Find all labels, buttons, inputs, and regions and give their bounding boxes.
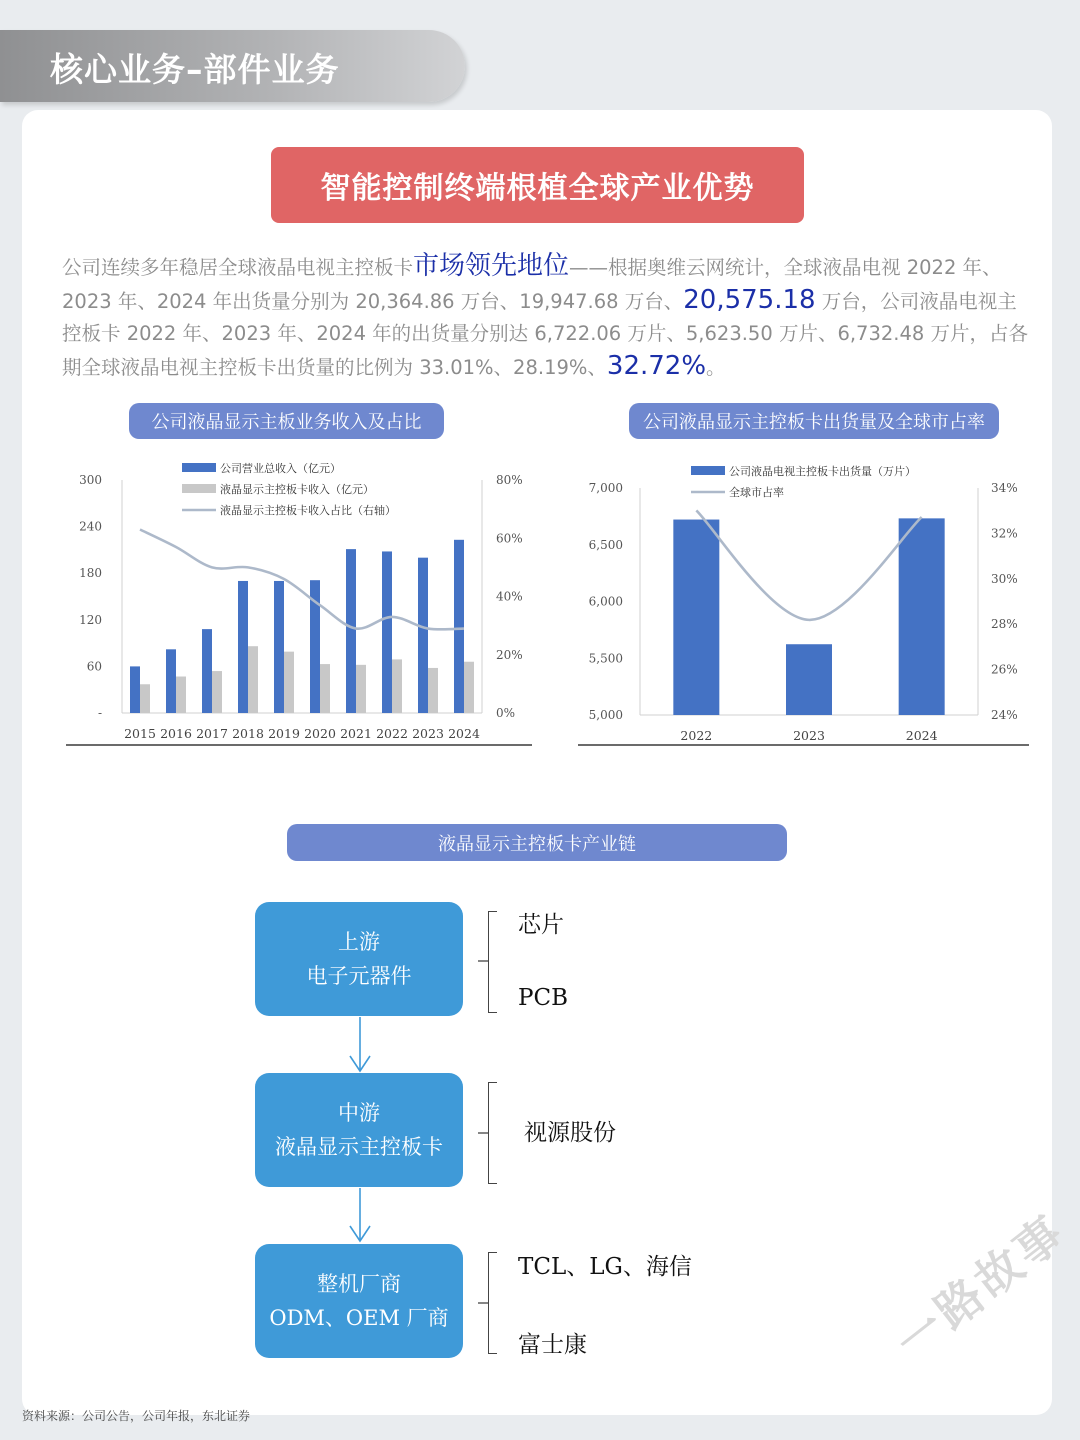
left-chart-title: 公司液晶显示主板业务收入及占比 [129, 403, 444, 439]
y2-tick-label: 24% [991, 708, 1018, 722]
stage-line2: 电子元器件 [306, 964, 412, 988]
legend-label: 液晶显示主控板卡收入占比（右轴） [220, 504, 396, 517]
chain-item-brands: TCL、LG、海信 [518, 1254, 692, 1280]
x-tick-label: 2016 [160, 726, 192, 741]
stage-line2: 液晶显示主控板卡 [275, 1135, 443, 1159]
x-tick-label: 2022 [680, 728, 713, 743]
para-text-3: 万台，公司液晶电视主控板卡 2022 年、2023 年、2024 年的出货量分别达 6,722.06 万片、5,623.50 万片、6,732.48 万片，占各期全球液晶电视主控板卡出货量的比例为 33.01%、28.19%、 [62, 290, 1028, 379]
x-tick-label: 2015 [124, 726, 156, 741]
x-tick-label: 2023 [412, 726, 444, 741]
x-tick-label: 2024 [905, 728, 938, 743]
chain-item-pcb: PCB [518, 985, 568, 1011]
y-tick-label: 5,000 [588, 708, 623, 722]
upstream-box [255, 902, 463, 1016]
stage-line1: 整机厂商 [317, 1272, 401, 1296]
y2-tick-label: 80% [496, 473, 523, 487]
x-tick-label: 2021 [340, 726, 372, 741]
para-text-4: 。 [706, 356, 726, 379]
para-highlight-1: 市场领先地位 [413, 251, 570, 281]
y-tick-label: 5,500 [588, 651, 623, 666]
x-tick-label: 2019 [268, 726, 300, 741]
legend-label: 公司液晶电视主控板卡出货量（万片） [729, 465, 916, 478]
stage-line1: 上游 [338, 930, 380, 954]
y2-tick-label: 20% [496, 647, 523, 662]
banner-title: 智能控制终端根植全球产业优势 [271, 147, 804, 223]
section-title: 核心业务–部件业务 [50, 50, 340, 89]
y-tick-label: 120 [79, 612, 102, 627]
y-tick-label: 6,500 [588, 537, 623, 552]
y2-tick-label: 26% [991, 662, 1018, 677]
midstream-box [255, 1073, 463, 1187]
chain-item-cvte: 视源股份 [524, 1120, 616, 1146]
right-chart-title: 公司液晶显示主控板卡出货量及全球市占率 [629, 403, 999, 439]
y2-tick-label: 0% [496, 706, 516, 720]
y-tick-label: 240 [79, 519, 102, 534]
x-tick-label: 2017 [196, 726, 228, 741]
watermark: 一路故事 [885, 1203, 1077, 1370]
x-tick-label: 2024 [448, 726, 480, 741]
x-tick-label: 2023 [793, 728, 825, 743]
y2-tick-label: 34% [991, 481, 1018, 495]
y-tick-label: - [97, 706, 102, 720]
downstream-bracket [488, 1252, 497, 1354]
legend-label: 公司营业总收入（亿元） [220, 462, 341, 475]
stage-line2: ODM、OEM 厂商 [269, 1306, 449, 1330]
legend-label: 全球市占率 [729, 486, 784, 499]
y2-tick-label: 32% [991, 526, 1018, 541]
midstream-bracket [488, 1082, 497, 1184]
y-tick-label: 300 [79, 473, 102, 487]
chain-item-foxconn: 富士康 [518, 1332, 587, 1358]
para-highlight-3: 32.72% [606, 351, 707, 381]
x-tick-label: 2020 [304, 726, 336, 741]
y2-tick-label: 60% [496, 531, 523, 546]
chain-title: 液晶显示主控板卡产业链 [287, 824, 787, 861]
y2-tick-label: 40% [496, 589, 523, 604]
y2-tick-label: 30% [991, 571, 1018, 586]
downstream-box [255, 1244, 463, 1358]
para-highlight-2: 20,575.18 [683, 285, 816, 315]
legend-label: 液晶显示主控板卡收入（亿元） [220, 483, 374, 496]
y-tick-label: 6,000 [588, 594, 623, 609]
para-text-2: ——根据奥维云网统计，全球液晶电视 2022 年、2023 年、2024 年出货量分别为 20,364.86 万台、19,947.68 万台、 [62, 256, 1002, 313]
stage-line1: 中游 [338, 1101, 380, 1125]
source-note: 资料来源：公司公告，公司年报，东北证券 [22, 1409, 251, 1423]
y-tick-label: 60 [86, 659, 102, 674]
y-tick-label: 180 [79, 566, 102, 581]
x-tick-label: 2018 [232, 726, 264, 741]
chain-item-chip: 芯片 [518, 912, 564, 938]
y2-tick-label: 28% [991, 617, 1018, 632]
upstream-bracket [488, 911, 497, 1013]
y-tick-label: 7,000 [588, 481, 623, 495]
para-text-1: 公司连续多年稳居全球液晶电视主控板卡 [62, 256, 414, 279]
x-tick-label: 2022 [376, 726, 408, 741]
